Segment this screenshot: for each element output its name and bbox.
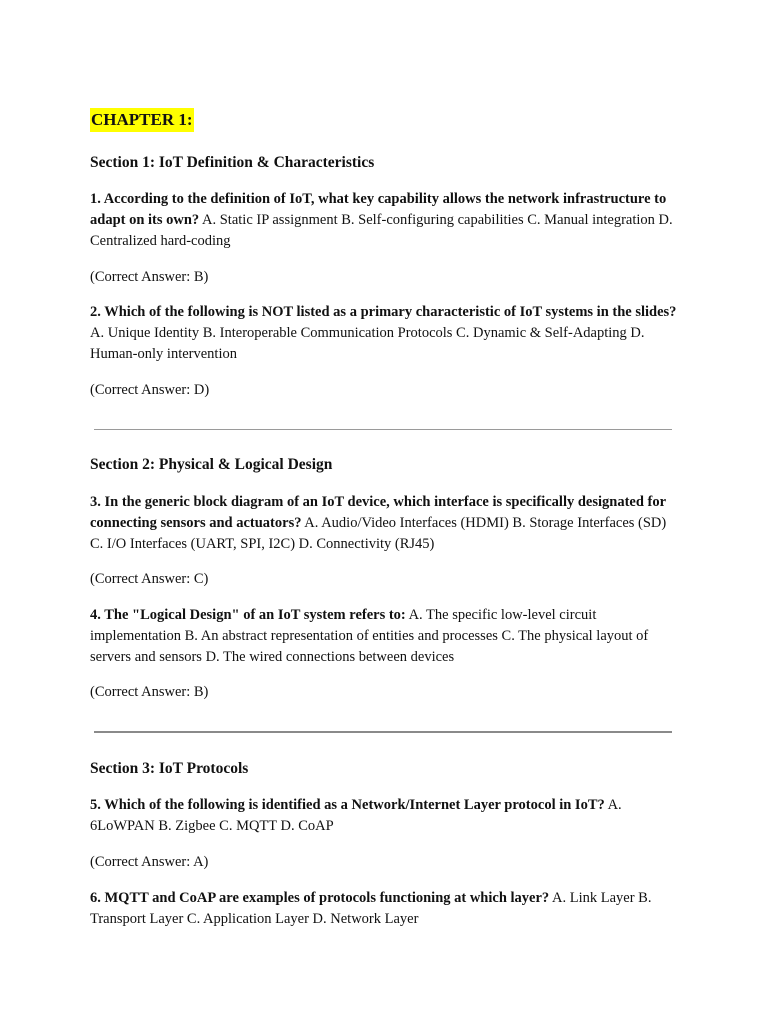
correct-answer: (Correct Answer: B) — [90, 269, 209, 285]
document-page — [90, 108, 678, 930]
question-3 — [90, 492, 678, 555]
section-title: Section 3: IoT Protocols — [90, 760, 249, 777]
question-2 — [90, 302, 678, 365]
correct-answer: (Correct Answer: D) — [90, 382, 210, 398]
question-options: A. The specific low-level circuit implementation B. An abstract representation of entities and processes C. The physical layout of servers and sensors D. The wired connections between devices — [90, 607, 649, 665]
section-title: Section 2: Physical & Logical Design — [90, 456, 333, 473]
question-stem: 6. MQTT and CoAP are examples of protocols functioning at which layer? — [90, 890, 550, 906]
question-6 — [90, 888, 678, 930]
question-options: A. Link Layer B. Transport Layer C. Application Layer D. Network Layer — [90, 890, 652, 927]
section-title: Section 1: IoT Definition & Characteristics — [90, 154, 375, 171]
question-stem: 5. Which of the following is identified as a Network/Internet Layer protocol in IoT? — [90, 797, 605, 813]
question-5 — [90, 795, 678, 837]
chapter-heading: CHAPTER 1: — [90, 108, 194, 132]
question-options: A. Unique Identity B. Interoperable Communication Protocols C. Dynamic & Self-Adapting D. Human-only intervention — [90, 325, 645, 362]
question-stem: 1. According to the definition of IoT, what key capability allows the network infrastructure to adapt on its own? — [90, 191, 667, 228]
question-options: A. Audio/Video Interfaces (HDMI) B. Storage Interfaces (SD) C. I/O Interfaces (UART, SPI, I2C) D. Connectivity (RJ45) — [90, 515, 667, 552]
correct-answer: (Correct Answer: B) — [90, 684, 209, 700]
question-4 — [90, 605, 678, 668]
question-1 — [90, 189, 678, 252]
question-stem: 4. The "Logical Design" of an IoT system refers to: — [90, 607, 406, 623]
correct-answer: (Correct Answer: A) — [90, 854, 209, 870]
question-options: A. 6LoWPAN B. Zigbee C. MQTT D. CoAP — [90, 797, 622, 834]
question-stem: 2. Which of the following is NOT listed as a primary characteristic of IoT systems in the slides? — [90, 304, 677, 320]
correct-answer: (Correct Answer: C) — [90, 571, 209, 587]
question-options: A. Static IP assignment B. Self-configuring capabilities C. Manual integration D. Centralized hard-coding — [90, 212, 673, 249]
question-stem: 3. In the generic block diagram of an IoT device, which interface is specifically designated for connecting sensors and actuators? — [90, 494, 666, 531]
